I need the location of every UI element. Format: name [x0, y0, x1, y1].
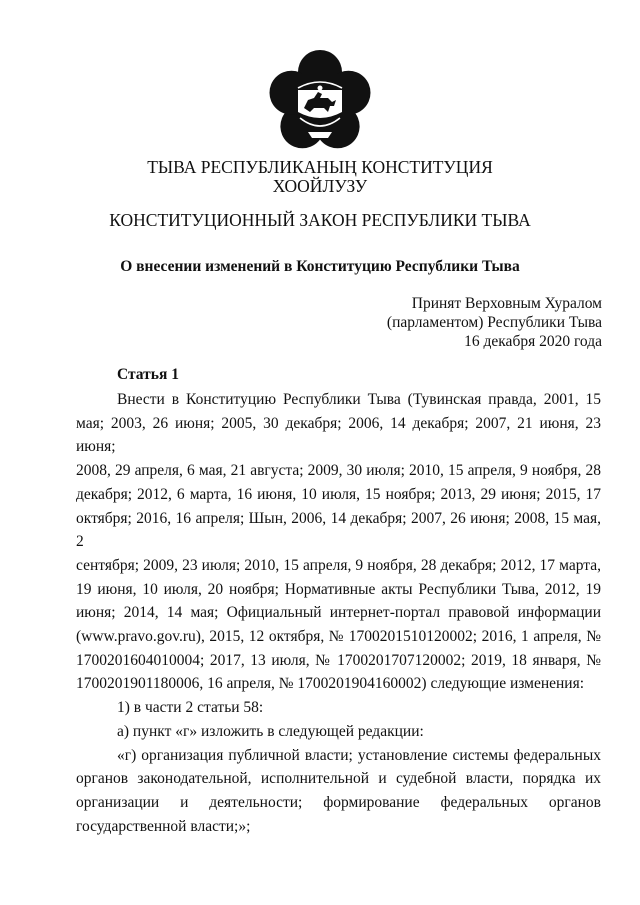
body-line: 1700201604010004; 2017, 13 июля, № 1700201707120002; 2019, 18 января, № [76, 651, 601, 669]
adoption-line-1: Принят Верховным Хуралом [411, 295, 602, 312]
body-line: 19 июня, 10 июля, 20 ноября; Нормативные акты Республики Тыва, 2012, 19 [76, 580, 601, 598]
title-line-1: ТЫВА РЕСПУБЛИКАНЫҢ КОНСТИТУЦИЯ [147, 157, 493, 177]
title-line-2: ХООЙЛУЗУ [272, 176, 368, 196]
body-line: а) пункт «г» изложить в следующей редакции: [117, 722, 424, 740]
adoption-date: 16 декабря 2020 года [464, 333, 602, 350]
body-line: «г) организация публичной власти; установление системы федеральных [117, 746, 601, 764]
law-subject: О внесении изменений в Конституцию Республики Тыва [120, 258, 520, 275]
emblem-of-tuva [268, 50, 372, 154]
document-title [0, 158, 640, 196]
adoption-line-2: (парламентом) Республики Тыва [386, 314, 602, 331]
adoption-block [387, 294, 602, 351]
body-line: (www.pravo.gov.ru), 2015, 12 октября, № 1700201510120002; 2016, 1 апреля, № [76, 628, 601, 646]
body-line: мая; 2003, 26 июня; 2005, 30 декабря; 2006, 14 декабря; 2007, 21 июня, 23 июня; [76, 414, 601, 456]
article-heading: Статья 1 [117, 366, 179, 383]
body-line: июня; 2014, 14 мая; Официальный интернет-портал правовой информации [76, 604, 601, 622]
body-line: организации и деятельности; формирование федеральных органов [76, 793, 601, 811]
body-line: Внести в Конституцию Республики Тыва (Тувинская правда, 2001, 15 [117, 391, 601, 408]
body-line: 2008, 29 апреля, 6 мая, 21 августа; 2009, 30 июля; 2010, 15 апреля, 9 ноября, 28 [76, 462, 601, 480]
body-line: октября; 2016, 16 апреля; Шын, 2006, 14 декабря; 2007, 26 июня; 2008, 15 мая, 2 [76, 509, 601, 551]
body-line: сентября; 2009, 23 июля; 2010, 15 апреля, 9 ноября, 28 декабря; 2012, 17 марта, [76, 556, 601, 574]
law-title: КОНСТИТУЦИОННЫЙ ЗАКОН РЕСПУБЛИКИ ТЫВА [109, 210, 531, 230]
body-line: 1700201901180006, 16 апреля, № 1700201904160002) следующие изменения: [76, 675, 585, 693]
body-line: органов законодательной, исполнительной и судебной власти, порядка их [76, 770, 601, 788]
body-line: государственной власти;»; [76, 817, 251, 835]
body-line: декабря; 2012, 6 марта, 16 июня, 10 июля, 15 ноября; 2013, 29 июня; 2015, 17 [76, 485, 601, 503]
article-body [76, 388, 601, 838]
body-line: 1) в части 2 статьи 58: [117, 699, 264, 717]
